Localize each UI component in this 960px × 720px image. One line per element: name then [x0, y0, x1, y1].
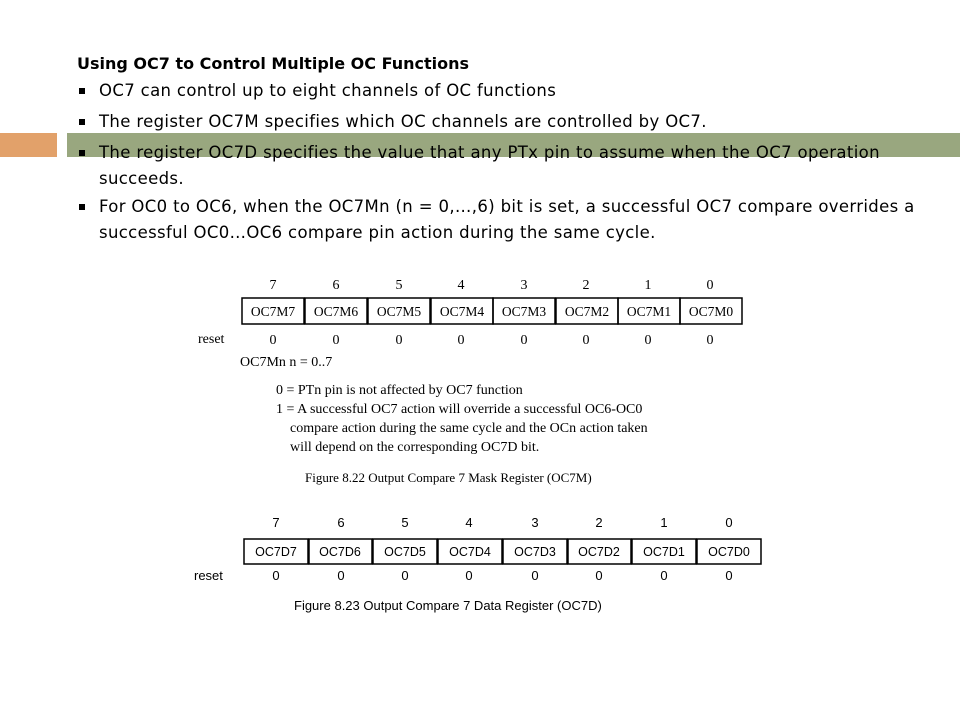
- figure-caption: Figure 8.22 Output Compare 7 Mask Register (OC7M): [305, 470, 592, 485]
- desc-line: 1 = A successful OC7 action will override a successful OC6-OC0: [276, 402, 643, 417]
- bit-number: 5: [401, 515, 409, 530]
- bullet-text: The register OC7D specifies the value that any PTx pin to assume when the OC7 operation succeeds.: [99, 143, 880, 188]
- bit-number: 0: [706, 278, 714, 293]
- field-name: OC7D6: [319, 545, 361, 559]
- reset-value: 0: [520, 333, 528, 348]
- reset-label: reset: [194, 568, 223, 583]
- field-name: OC7M4: [439, 304, 485, 319]
- reset-value: 0: [272, 568, 280, 583]
- reset-value: 0: [725, 568, 733, 583]
- reset-value: 0: [595, 568, 603, 583]
- figure-8-22: [198, 278, 742, 485]
- bit-number: 0: [725, 515, 733, 530]
- reset-value: 0: [582, 333, 590, 348]
- reset-value: 0: [401, 568, 409, 583]
- oc7d-reset-values: [272, 568, 732, 583]
- field-name: OC7M3: [501, 304, 547, 319]
- bit-number: 7: [272, 515, 280, 530]
- bit-number: 1: [644, 278, 652, 293]
- reset-value: 0: [457, 333, 465, 348]
- desc-line: 0 = PTn pin is not affected by OC7 function: [276, 383, 523, 398]
- bit-number: 1: [660, 515, 668, 530]
- field-name: OC7D7: [255, 545, 297, 559]
- field-name: OC7M6: [313, 304, 359, 319]
- oc7m-reset-values: [270, 333, 714, 348]
- bit-number: 5: [395, 278, 403, 293]
- field-name: OC7D3: [514, 545, 556, 559]
- desc-line: will depend on the corresponding OC7D bit.: [290, 440, 540, 455]
- field-name: OC7D5: [384, 545, 426, 559]
- field-name: OC7M2: [564, 304, 610, 319]
- bit-number: 6: [337, 515, 345, 530]
- oc7m-bit-numbers: [270, 278, 714, 293]
- field-name: OC7M0: [688, 304, 734, 319]
- field-name: OC7M5: [376, 304, 422, 319]
- reset-value: 0: [706, 333, 714, 348]
- field-name: OC7M7: [250, 304, 296, 319]
- bullet-text: The register OC7M specifies which OC channels are controlled by OC7.: [99, 112, 707, 131]
- bit-number: 2: [595, 515, 603, 530]
- reset-value: 0: [337, 568, 345, 583]
- range-note: OC7Mn n = 0..7: [240, 355, 333, 370]
- reset-value: 0: [531, 568, 539, 583]
- field-name: OC7M1: [626, 304, 672, 319]
- reset-value: 0: [395, 333, 403, 348]
- figure-caption: Figure 8.23 Output Compare 7 Data Register (OC7D): [294, 598, 602, 613]
- bullet-text: For OC0 to OC6, when the OC7Mn (n = 0,…,6) bit is set, a successful OC7 compare overrides a successful OC0…OC6 compare pin action during the same cycle.: [99, 197, 915, 242]
- bit-number: 3: [531, 515, 539, 530]
- field-name: OC7D4: [449, 545, 491, 559]
- reset-label: reset: [198, 332, 225, 347]
- bit-number: 6: [332, 278, 340, 293]
- reset-value: 0: [644, 333, 652, 348]
- reset-value: 0: [332, 333, 340, 348]
- oc7m-field-names: [251, 304, 734, 319]
- bit-number: 7: [269, 278, 277, 293]
- figure-8-23: [194, 515, 761, 613]
- bit-number: 4: [457, 278, 465, 293]
- oc7d-bit-numbers: [272, 515, 732, 530]
- field-name: OC7D0: [708, 545, 750, 559]
- field-name: OC7D1: [643, 545, 685, 559]
- slide-heading: Using OC7 to Control Multiple OC Functions: [77, 54, 470, 73]
- reset-value: 0: [465, 568, 473, 583]
- bit-number: 2: [582, 278, 590, 293]
- bit-number: 4: [465, 515, 473, 530]
- bit-number: 3: [520, 278, 528, 293]
- field-name: OC7D2: [578, 545, 620, 559]
- bullet-text: OC7 can control up to eight channels of OC functions: [99, 81, 557, 100]
- reset-value: 0: [269, 333, 277, 348]
- desc-line: compare action during the same cycle and the OCn action taken: [290, 421, 648, 436]
- reset-value: 0: [660, 568, 668, 583]
